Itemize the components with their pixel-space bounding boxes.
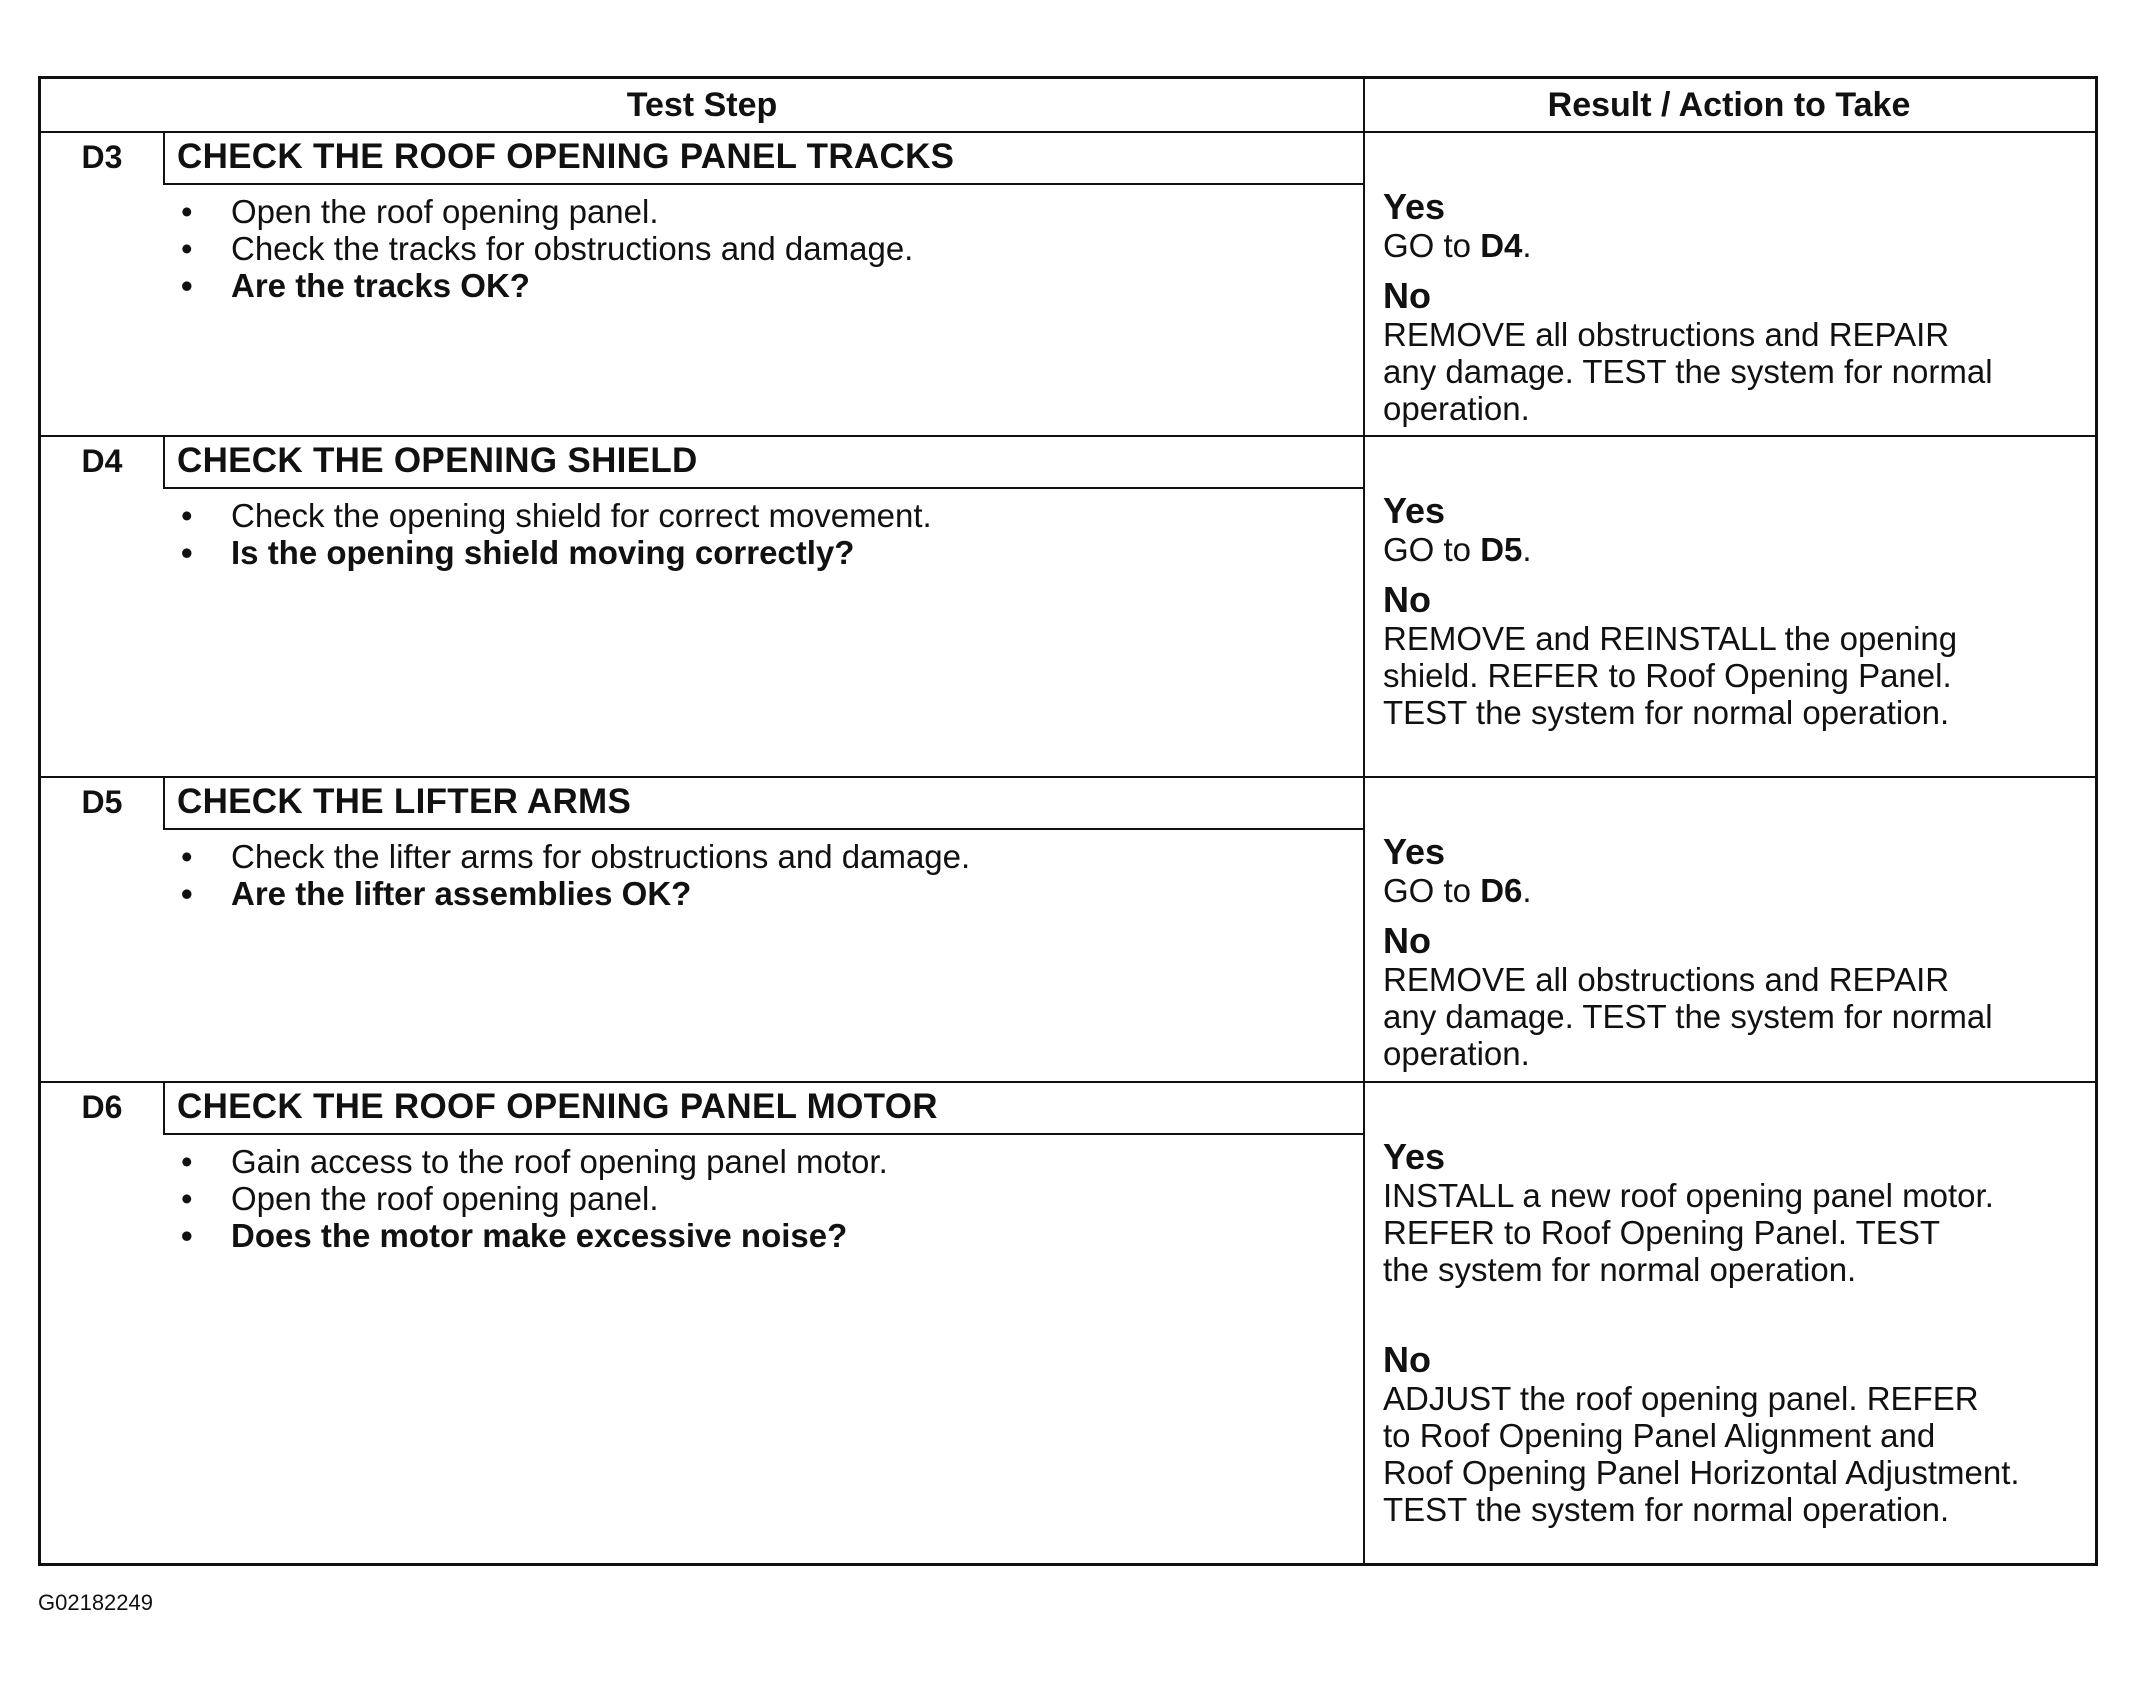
step-title: CHECK THE OPENING SHIELD (177, 441, 698, 480)
step-id-divider (163, 776, 165, 828)
action-item: • Open the roof opening panel. (177, 1180, 888, 1217)
no-action-line: TEST the system for normal operation. (1383, 694, 1950, 731)
no-action-line: shield. REFER to Roof Opening Panel. (1383, 657, 1952, 694)
step-id-divider (163, 131, 165, 183)
yes-action-line: the system for normal operation. (1383, 1251, 1857, 1288)
step-id: D5 (81, 784, 123, 820)
figure-code: G02182249 (38, 1590, 153, 1615)
step-id: D3 (81, 139, 123, 175)
step-title: CHECK THE ROOF OPENING PANEL MOTOR (177, 1087, 938, 1126)
header-test-step: Test Step (626, 86, 778, 124)
yes-action: GO to D4. (1383, 227, 1532, 264)
step-title-underline (163, 183, 1363, 185)
step-question: • Does the motor make excessive noise? (177, 1217, 888, 1254)
goto-step-ref: D6 (1480, 872, 1523, 909)
no-label: No (1383, 920, 1431, 961)
step-result (1383, 491, 2095, 743)
step-question: • Are the tracks OK? (177, 267, 913, 304)
yes-label: Yes (1383, 831, 1446, 872)
step-result (1383, 187, 2095, 439)
no-action-line: operation. (1383, 1035, 1530, 1072)
yes-label: Yes (1383, 186, 1446, 227)
step-actions (177, 497, 932, 571)
step-title: CHECK THE ROOF OPENING PANEL TRACKS (177, 137, 955, 176)
no-action-line: any damage. TEST the system for normal (1383, 353, 1993, 390)
yes-action-line: REFER to Roof Opening Panel. TEST (1383, 1214, 1940, 1251)
diagnostic-table (38, 76, 2098, 1566)
no-action-line: Roof Opening Panel Horizontal Adjustment. (1383, 1454, 2020, 1491)
action-item: • Check the opening shield for correct movement. (177, 497, 932, 534)
no-action-line: REMOVE and REINSTALL the opening (1383, 620, 1958, 657)
step-title-underline (163, 1133, 1363, 1135)
no-action-line: REMOVE all obstructions and REPAIR (1383, 961, 1950, 998)
no-action-line: ADJUST the roof opening panel. REFER (1383, 1380, 1979, 1417)
no-action-line: any damage. TEST the system for normal (1383, 998, 1993, 1035)
action-item: • Gain access to the roof opening panel motor. (177, 1143, 888, 1180)
step-actions (177, 838, 970, 912)
yes-action-line: INSTALL a new roof opening panel motor. (1383, 1177, 1994, 1214)
step-actions (177, 1143, 888, 1254)
no-label: No (1383, 1339, 1431, 1380)
no-action-line: TEST the system for normal operation. (1383, 1491, 1950, 1528)
step-question: • Are the lifter assemblies OK? (177, 875, 970, 912)
yes-label: Yes (1383, 490, 1446, 531)
step-result (1383, 832, 2095, 1084)
no-action-line: operation. (1383, 390, 1530, 427)
step-question: • Is the opening shield moving correctly? (177, 534, 932, 571)
step-id-divider (163, 1081, 165, 1133)
yes-action: GO to D6. (1383, 872, 1532, 909)
step-id: D6 (81, 1089, 123, 1125)
step-id-divider (163, 435, 165, 487)
step-id: D4 (81, 443, 123, 479)
step-title-underline (163, 828, 1363, 830)
column-divider (1363, 79, 1365, 1563)
no-action-line: REMOVE all obstructions and REPAIR (1383, 316, 1950, 353)
header-result-action: Result / Action to Take (1547, 86, 1911, 124)
yes-action: GO to D5. (1383, 531, 1532, 568)
yes-label: Yes (1383, 1136, 1446, 1177)
no-label: No (1383, 275, 1431, 316)
no-label: No (1383, 579, 1431, 620)
step-title-underline (163, 487, 1363, 489)
goto-step-ref: D5 (1480, 531, 1523, 568)
no-action-line: to Roof Opening Panel Alignment and (1383, 1417, 1936, 1454)
action-item: • Check the lifter arms for obstructions and damage. (177, 838, 970, 875)
step-actions (177, 193, 913, 304)
step-result (1383, 1137, 2095, 1540)
step-title: CHECK THE LIFTER ARMS (177, 782, 632, 821)
action-item: • Check the tracks for obstructions and damage. (177, 230, 913, 267)
action-item: • Open the roof opening panel. (177, 193, 913, 230)
goto-step-ref: D4 (1480, 227, 1523, 264)
